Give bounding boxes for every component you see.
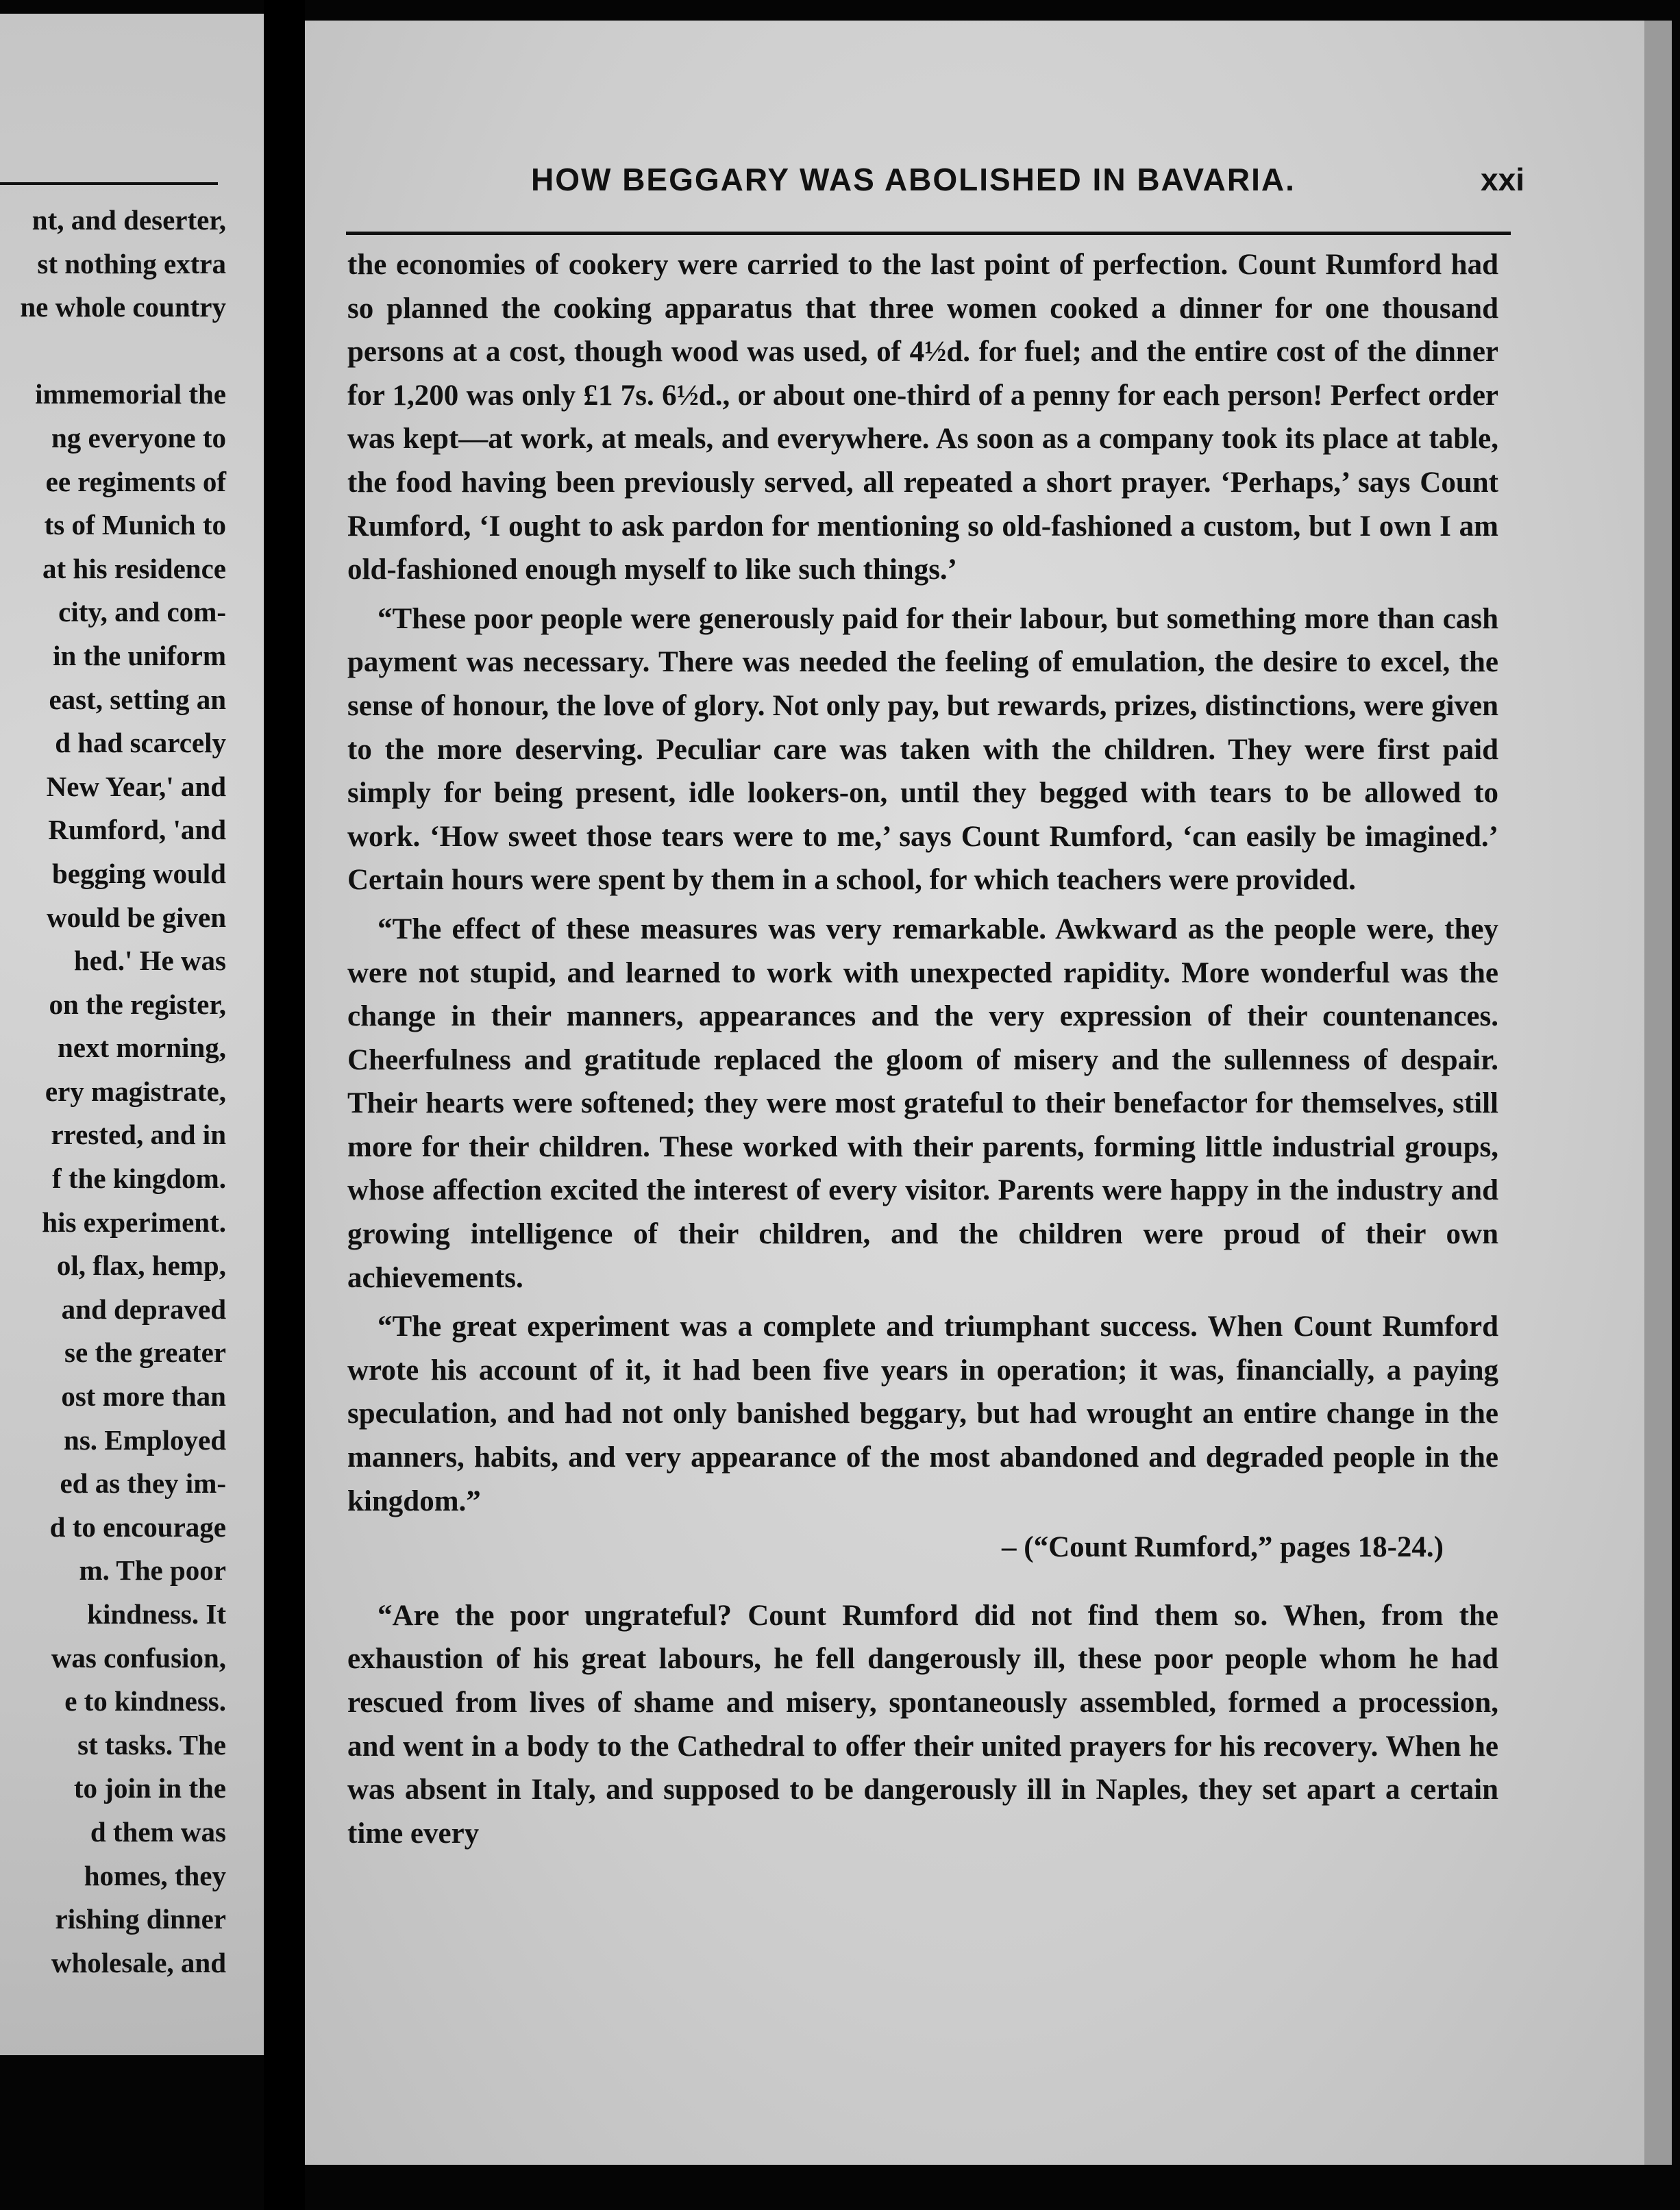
paragraph: the economies of cookery were carried to the last point of perfection. Count Rumford had so planned the cooking apparatus that three women cooked a dinner for one thousand persons at a cost, though wood was used, of 4½d. for fuel; and the entire cost of the dinner for 1,200 was only £1 7s. 6½d., or about one-third of a penny for each person! Perfect order was kept—at work, at meals, and everywhere. As soon as a company took its place at table, the food having been previously served, all repeated a short prayer. ‘Perhaps,’ says Count Rumford, ‘I ought to ask pardon for mentioning so old-fashioned a custom, but I own I am old-fashioned enough myself to like such things.’ — [347, 249, 1498, 586]
body-text — [347, 243, 1498, 1855]
final-paragraph: “Are the poor ungrateful? Count Rumford did not find them so. When, from the exhaustion of his great labours, he fell dangerously ill, these poor people whom he had rescued from lives of shame and misery, spontaneously assembled, formed a procession, and went in a body to the Cathedral to offer their united prayers for his recovery. When he was absent in Italy, and supposed to be dangerously ill in Naples, they set apart a certain time every — [347, 1599, 1498, 1850]
main-page — [305, 21, 1644, 2165]
previous-page-line: d had scarcely — [55, 727, 226, 759]
previous-page-line: and depraved — [61, 1293, 226, 1325]
previous-page-line: Rumford, 'and — [48, 814, 226, 846]
previous-page-line: ee regiments of — [45, 465, 226, 497]
previous-page-line: in the uniform — [53, 639, 226, 671]
previous-page-line: east, setting an — [49, 683, 226, 715]
previous-page-line: rrested, and in — [51, 1119, 226, 1151]
previous-page-line: at his residence — [42, 552, 226, 584]
previous-page-line: homes, they — [84, 1859, 226, 1891]
previous-page-line: ns. Employed — [64, 1424, 226, 1456]
header-rule — [346, 232, 1511, 235]
previous-page-line: begging would — [51, 857, 226, 889]
previous-page-line: was confusion, — [51, 1641, 226, 1674]
paragraph: “These poor people were generously paid for their labour, but something more than cash payment was necessary. There was needed the feeling of emulation, the desire to excel, the sense of honour, the love of glory. Not only pay, but rewards, prizes, distinctions, were given to the more deserving. Peculiar care was taken with the children. They were first paid simply for being present, idle lookers-on, until they begged with tears to be allowed to work. ‘How sweet those tears were to me,’ says Count Rumford, ‘can easily be imagined.’ Certain hours were spent by them in a school, for which teachers were provided. — [347, 602, 1498, 897]
previous-page-line: city, and com- — [58, 596, 226, 628]
previous-page-line: would be given — [47, 901, 226, 933]
previous-page-line: d them was — [90, 1815, 226, 1848]
previous-page-line: ts of Munich to — [44, 509, 226, 541]
previous-page-line: st tasks. The — [77, 1728, 226, 1761]
previous-page-line: immemorial the — [35, 378, 226, 410]
previous-page-line — [0, 330, 226, 373]
page-edge — [1644, 21, 1672, 2165]
previous-page-line: f the kingdom. — [51, 1163, 226, 1195]
previous-page-line: on the register, — [49, 988, 226, 1020]
previous-page-line: to join in the — [73, 1772, 226, 1804]
binding-gutter — [264, 0, 305, 2210]
previous-page-line: rishing dinner — [55, 1903, 226, 1935]
previous-page-rule — [0, 182, 218, 185]
previous-page-line: m. The poor — [79, 1554, 226, 1587]
previous-page-line: kindness. It — [87, 1598, 226, 1630]
paragraph: “The great experiment was a complete and triumphant success. When Count Rumford wrote his account of it, it had been five years in operation; it was, financially, a paying speculation, and had not only banished beggary, but had wrought an entire change in the manners, habits, and very appearance of the most abandoned and degraded people in the kingdom.” — [347, 1311, 1498, 1517]
previous-page-line: next morning, — [58, 1032, 226, 1064]
previous-page-line: his experiment. — [42, 1206, 226, 1238]
previous-page-line: ne whole country — [20, 291, 226, 323]
previous-page-line: ed as they im- — [60, 1467, 226, 1500]
page-header — [346, 161, 1538, 209]
citation: – (“Count Rumford,” pages 18-24.) — [1002, 1531, 1444, 1564]
previous-page-line: d to encourage — [49, 1511, 226, 1543]
previous-page-line: ol, flax, hemp, — [56, 1250, 226, 1282]
previous-page-line: wholesale, and — [51, 1946, 226, 1978]
previous-page-line: se the greater — [64, 1337, 226, 1369]
paragraph: “The effect of these measures was very remarkable. Awkward as the people were, they were not stupid, and learned to work with unexpected rapidity. More wonderful was the change in their manners, appearances and the very expression of their countenances. Cheerfulness and gratitude replaced the gloom of misery and the sullenness of despair. Their hearts were softened; they were most grateful to their benefactor for themselves, still more for their children. These worked with their parents, forming little industrial groups, whose affection excited the interest of every visitor. Parents were happy in the industry and growing intelligence of their children, and the children were proud of their own achievements. — [347, 912, 1498, 1294]
running-title: HOW BEGGARY WAS ABOLISHED IN BAVARIA. — [531, 162, 1296, 197]
previous-page-line: ery magistrate, — [45, 1075, 226, 1107]
page-number: xxi — [1481, 162, 1524, 197]
previous-page-line: New Year,' and — [46, 770, 226, 802]
previous-page-line: st nothing extra — [37, 247, 226, 280]
previous-page-line: nt, and deserter, — [32, 204, 226, 236]
previous-page-line: ng everyone to — [51, 421, 226, 454]
previous-page — [0, 14, 264, 2055]
previous-page-text — [0, 199, 226, 1985]
previous-page-line: ost more than — [61, 1380, 226, 1413]
previous-page-line: e to kindness. — [64, 1685, 226, 1717]
previous-page-line: hed.' He was — [73, 945, 226, 977]
